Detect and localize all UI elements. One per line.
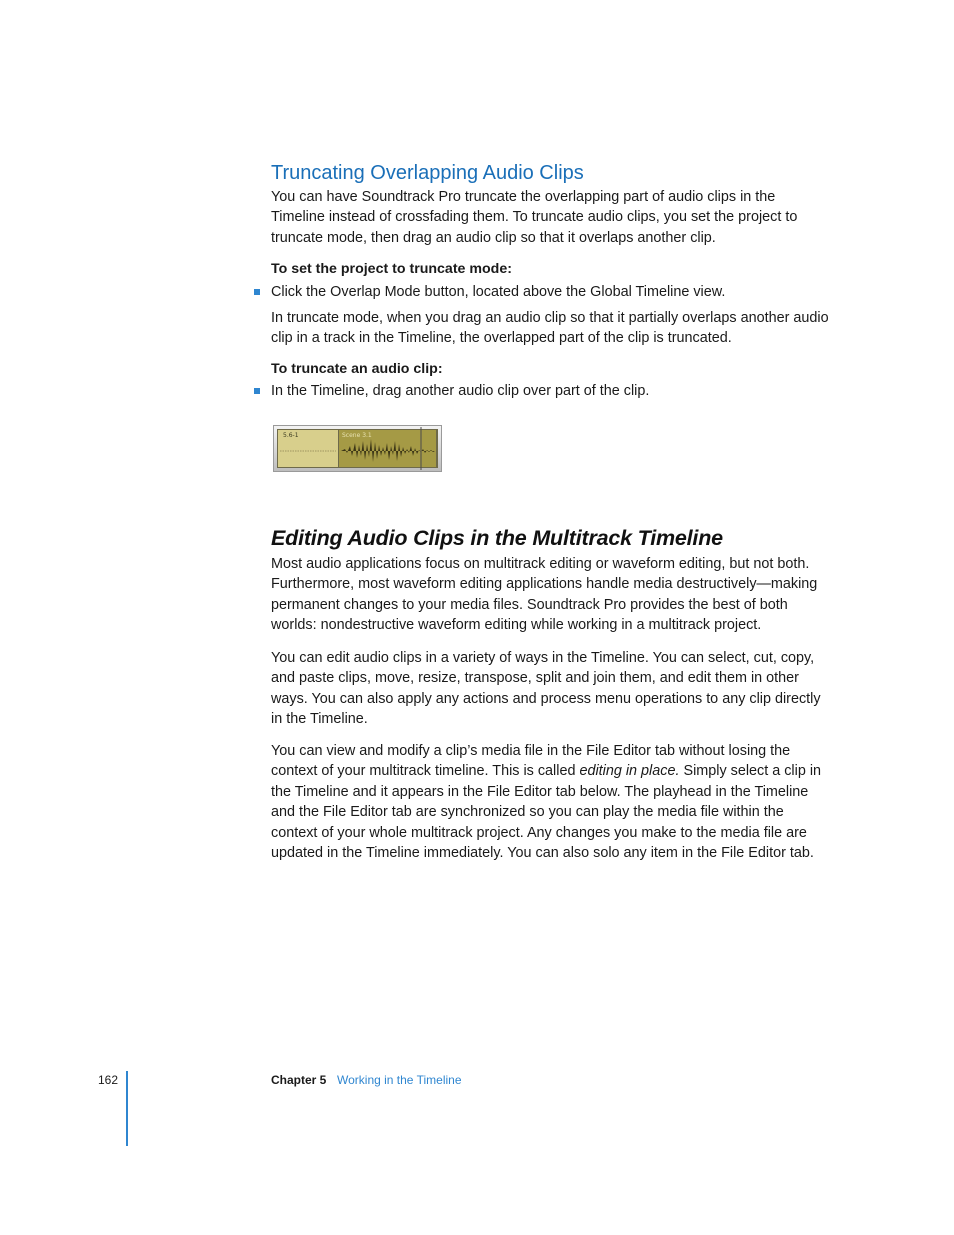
bullet-icon: [254, 285, 264, 299]
task-step-overlap-mode: Click the Overlap Mode button, located above the Global Timeline view.: [271, 284, 726, 300]
editing-paragraph-2: You can edit audio clips in a variety of ways in the Timeline. You can select, cut, copy, and paste clips, move, resize, transpose, split and join them, and edit them in other ways. You can also apply any actions and process menu operations to any clip directly in the Timeline.: [271, 650, 821, 728]
footer-divider: [126, 1071, 128, 1146]
p3-italic-term: editing in place.: [579, 763, 680, 780]
footer-chapter: Chapter 5: [271, 1073, 327, 1087]
section-heading-truncating: Truncating Overlapping Audio Clips: [271, 162, 584, 184]
p3-text-after: Simply select a clip in the Timeline and it appears in the File Editor tab below. The playhead in the Timeline and the File Editor tab are synchronized so you can play the media file within the context of your whole multitrack project. Any changes you make to the media file are updated in the Timeline immediately. You can also solo any item in the File Editor tab.: [271, 763, 822, 862]
p3-text-before: You can view and modify a clip’s media file in the File Editor tab without losing the context of your multitrack timeline. This is called: [271, 743, 791, 780]
truncating-intro: You can have Soundtrack Pro truncate the overlapping part of audio clips in the Timeline instead of crossfading them. To truncate audio clips, you set the project to truncate mode, then drag an audio clip so that it overlaps another clip.: [271, 189, 798, 246]
editing-paragraph-1: Most audio applications focus on multitrack editing or waveform editing, but not both. Furthermore, most waveform editing applications handle media destructively—making permanent changes to your media files. Soundtrack Pro provides the best of both worlds: nondestructive waveform editing while working in a multitrack project.: [271, 556, 818, 634]
task-title-truncate-mode: To set the project to truncate mode:: [271, 261, 512, 277]
footer-chapter-title: Working in the Timeline: [337, 1073, 462, 1087]
clip-left-label: 5.6-1: [283, 432, 299, 439]
page-number: 162: [98, 1073, 119, 1087]
section-heading-editing: Editing Audio Clips in the Multitrack Timeline: [271, 526, 723, 550]
clip-right-label: Scene 3.1: [342, 432, 372, 439]
timeline-clip-figure: [273, 425, 442, 472]
bullet-icon: [254, 384, 264, 398]
task-step-drag-clip: In the Timeline, drag another audio clip over part of the clip.: [271, 383, 650, 399]
clip-illustration: [273, 425, 442, 472]
task-title-truncate-clip: To truncate an audio clip:: [271, 361, 443, 377]
truncate-mode-note: In truncate mode, when you drag an audio clip so that it partially overlaps another audio clip in a track in the Timeline, the overlapped part of the clip is truncated.: [271, 310, 829, 347]
editing-paragraph-3: [271, 741, 831, 863]
